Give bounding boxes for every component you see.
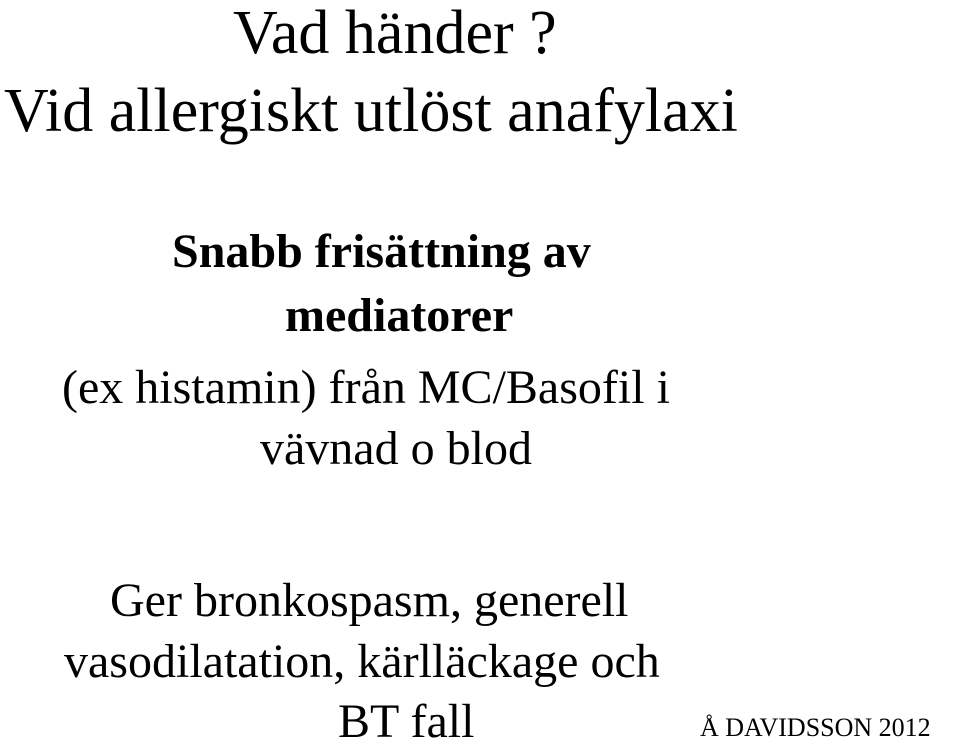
point1-detail-line2: vävnad o blod (260, 422, 532, 475)
point1-heading-line1: Snabb frisättning av (172, 225, 591, 278)
slide-title: Vad händer ? (233, 0, 557, 67)
point2-line1: Ger bronkospasm, generell (110, 574, 629, 627)
point1-heading-line2: mediatorer (285, 289, 514, 342)
author-credit: Å DAVIDSSON 2012 (700, 713, 931, 742)
point1-detail-line1: (ex histamin) från MC/Basofil i (62, 361, 670, 414)
point2-line3: BT fall (338, 695, 475, 748)
point2-line2: vasodilatation, kärlläckage och (64, 635, 660, 688)
slide-subtitle: Vid allergiskt utlöst anafylaxi (4, 77, 738, 145)
